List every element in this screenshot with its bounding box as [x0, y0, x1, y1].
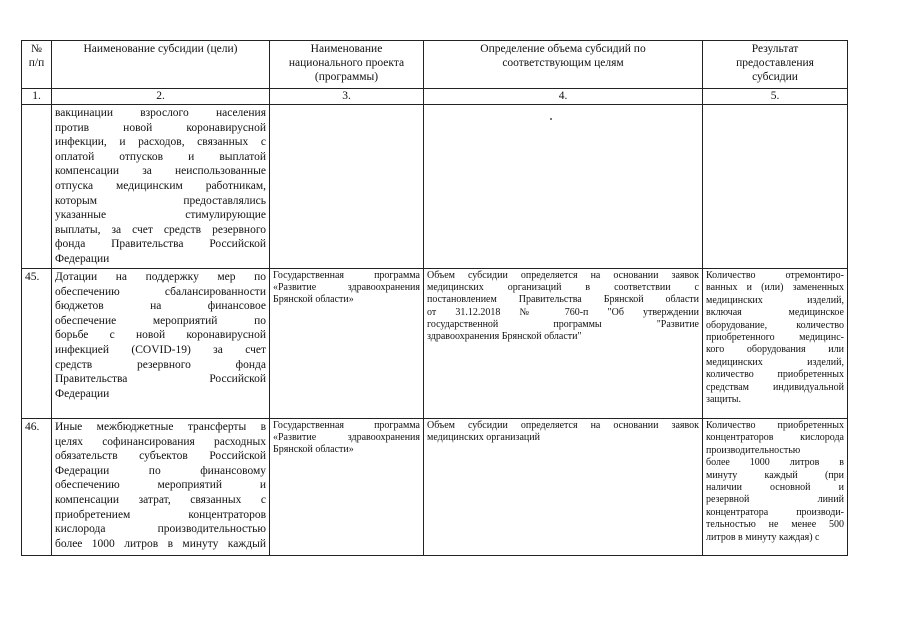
national-project-line: «Развитие здравоохранения: [273, 432, 420, 444]
column-number: 1.: [22, 89, 52, 105]
subsidy-name-line: Федерации по финансовому: [55, 464, 266, 477]
result-line: защиты.: [706, 394, 742, 406]
subsidy-name-line: целях софинансирования расходных: [55, 435, 266, 448]
header-number: [22, 41, 52, 89]
volume-definition-line: от 31.12.2018 № 760-п "Об утверждении: [427, 306, 699, 318]
volume-definition-line: Объем субсидии определяется на основании заявок: [427, 420, 699, 431]
national-project-line: Государственная программа: [273, 420, 420, 431]
result-cell: [703, 419, 848, 556]
subsidy-name-line: фонда Правительства Российской: [55, 238, 266, 251]
subsidy-name-line: приобретением концентраторов: [55, 508, 266, 521]
column-number: 2.: [52, 89, 270, 105]
subsidy-name-line: оплатой отпусков и выплатой: [55, 150, 266, 163]
subsidy-name-cell: [52, 105, 270, 269]
national-project-cell: [270, 105, 424, 269]
result-line: медицинских изделий,: [706, 356, 844, 368]
result-line: производительностью: [706, 444, 801, 456]
subsidy-name-line: Правительства Российской: [55, 373, 266, 386]
result-line: медицинских изделий,: [706, 294, 844, 306]
volume-definition-line: медицинских организаций в соответствии с: [427, 282, 699, 294]
volume-definition-cell: [424, 419, 703, 556]
subsidy-name-line: обязательств субъектов Российской: [55, 450, 266, 463]
column-number: 5.: [703, 89, 848, 105]
result-cell: [703, 269, 848, 419]
subsidy-name-line: выплаты, за счет средств резервного: [55, 223, 266, 236]
header-national-project-label: Наименование национального проекта (программы): [288, 43, 405, 83]
subsidy-name-line: кислорода производительностью: [55, 523, 266, 536]
subsidy-name-line: против новой коронавирусной: [55, 121, 266, 134]
header-subsidy-name-label: Наименование субсидии (цели): [83, 43, 238, 55]
volume-definition-cell: [424, 269, 703, 419]
header-result-label: Результат предоставления субсидии: [736, 43, 814, 83]
result-line: ванных и (или) замененных: [706, 282, 844, 294]
volume-definition-line: медицинских организаций: [427, 432, 540, 444]
result-line: количество приобретенных: [706, 369, 844, 381]
result-line: более 1000 литров в: [706, 457, 844, 469]
result-line: литров в минуту каждая) с: [706, 531, 820, 543]
subsidy-name-line: отпуска медицинским работникам,: [55, 179, 266, 192]
subsidy-name-line: компенсации за неиспользованные: [55, 165, 266, 178]
subsidy-name-line: компенсации затрат, связанных с: [55, 493, 266, 506]
national-project-line: Брянской области»: [273, 294, 354, 306]
national-project-cell: [270, 419, 424, 556]
header-subsidy-name: [52, 41, 270, 89]
result-line: средствам индивидуальной: [706, 381, 844, 393]
header-volume-definition-label: Определение объема субсидий по соответствующим целям: [480, 43, 646, 69]
result-line: Количество отремонтиро-: [706, 270, 844, 281]
subsidy-name-cell: [52, 419, 270, 556]
national-project-line: Брянской области»: [273, 444, 354, 456]
subsidy-name-line: вакцинации взрослого населения: [55, 107, 266, 119]
result-line: наличии основной и: [706, 482, 844, 494]
result-line: кого оборудования или: [706, 344, 844, 356]
volume-definition-cell: [424, 105, 703, 269]
subsidy-name-line: борьбе с новой коронавирусной: [55, 329, 266, 342]
subsidy-name-line: инфекции, и расходов, связанных с: [55, 136, 266, 149]
scan-speck: [550, 118, 552, 120]
column-number: 4.: [424, 89, 703, 105]
table-row: [22, 269, 848, 419]
volume-definition-line: здравоохранения Брянской области": [427, 331, 582, 343]
result-cell: [703, 105, 848, 269]
subsidy-name-line: инфекцией (COVID-19) за счет: [55, 343, 266, 356]
subsidy-name-line: указанные стимулирующие: [55, 209, 266, 222]
subsidy-name-line: более 1000 литров в минуту каждый: [55, 537, 266, 550]
volume-definition-line: государственной программы "Развитие: [427, 318, 699, 330]
subsidy-name-line: Федерации: [55, 387, 110, 400]
subsidy-table: [21, 40, 848, 556]
result-line: оборудование, количество: [706, 319, 844, 331]
subsidy-name-line: обеспечению мероприятий и: [55, 479, 266, 492]
row-number: 46.: [22, 419, 52, 556]
table-header-row: [22, 41, 848, 89]
table-row: [22, 105, 848, 269]
result-line: включая медицинское: [706, 307, 844, 319]
header-volume-definition: [424, 41, 703, 89]
row-number: [22, 105, 52, 269]
column-number: 3.: [270, 89, 424, 105]
subsidy-name-line: Иные межбюджетные трансферты в: [55, 421, 266, 433]
national-project-line: Государственная программа: [273, 270, 420, 281]
result-line: концентраторов кислорода: [706, 432, 844, 444]
subsidy-name-cell: [52, 269, 270, 419]
volume-definition-line: Объем субсидии определяется на основании заявок: [427, 270, 699, 281]
header-result: [703, 41, 848, 89]
subsidy-name-line: которым предоставлялись: [55, 194, 266, 207]
header-national-project: [270, 41, 424, 89]
result-line: минуту каждый (при: [706, 469, 844, 481]
result-line: тельностью не менее 500: [706, 519, 844, 531]
subsidy-name-line: бюджетов на финансовое: [55, 300, 266, 313]
subsidy-name-line: обеспечение мероприятий по: [55, 314, 266, 327]
subsidy-name-line: средств резервного фонда: [55, 358, 266, 371]
volume-definition-line: постановлением Правительства Брянской области: [427, 294, 699, 306]
result-line: резервной линий: [706, 494, 844, 506]
row-number: 45.: [22, 269, 52, 419]
result-line: концентратора производи-: [706, 506, 844, 518]
national-project-cell: [270, 269, 424, 419]
national-project-line: «Развитие здравоохранения: [273, 282, 420, 294]
result-line: Количество приобретенных: [706, 420, 844, 431]
result-line: приобретенного медицинс-: [706, 332, 844, 344]
table-row: [22, 419, 848, 556]
column-number-row: [22, 89, 848, 105]
subsidy-name-line: Дотации на поддержку мер по: [55, 271, 266, 283]
subsidy-name-line: Федерации: [55, 252, 110, 265]
header-number-label: № п/п: [28, 43, 45, 69]
subsidy-name-line: обеспечению сбалансированности: [55, 285, 266, 298]
